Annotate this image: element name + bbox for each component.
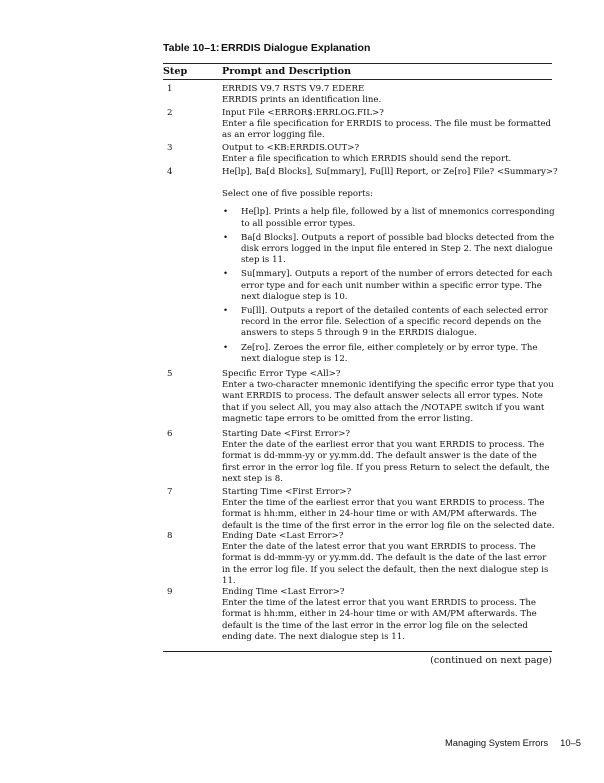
prompt-line: Starting Time <First Error>? — [222, 487, 352, 497]
description-line: Enter the date of the latest error that you want ERRDIS to process. The — [222, 542, 536, 553]
option-line: Ba[d Blocks]. Outputs a report of possible bad blocks detected from the — [241, 232, 555, 243]
description-line: default is the time of the last error in the error log file on the selected — [222, 620, 528, 631]
description-line: 11. — [222, 575, 236, 586]
prompt-line: ERRDIS V9.7 RSTS V9.7 EDERE — [222, 84, 365, 94]
description-line: format is dd-mmm-yy or yy.mm.dd. The default answer is the date of the — [222, 451, 537, 462]
description-line: Enter the time of the latest error that you want ERRDIS to process. The — [222, 598, 536, 609]
description-line: ERRDIS prints an identification line. — [222, 95, 382, 106]
description-line: format is hh:mm, either in 24-hour time or with AM/PM afterwards. The — [222, 509, 537, 520]
description-line: Enter the date of the earliest error that you want ERRDIS to process. The — [222, 440, 545, 451]
step-description — [222, 487, 554, 532]
option-item — [222, 207, 554, 229]
option-line: Ze[ro]. Zeroes the error file, either completely or by error type. The — [241, 342, 538, 353]
step-description — [222, 108, 554, 142]
description-line: want ERRDIS to process. The default answer selects all error types. Note — [222, 391, 543, 402]
step-description — [222, 429, 554, 485]
bullet-icon: • — [223, 306, 229, 317]
prompt-line: Specific Error Type <All>? — [222, 369, 341, 379]
description-line: Enter a two-character mnemonic identifying the specific error type that you — [222, 380, 554, 391]
bullet-icon: • — [223, 232, 229, 243]
step-number: 1 — [167, 84, 173, 94]
option-line: step is 11. — [241, 255, 286, 266]
option-line: next dialogue step is 10. — [241, 291, 348, 302]
description-line: next step is 8. — [222, 473, 283, 484]
option-line: to all possible error types. — [241, 218, 356, 229]
description-line: Enter a file specification for ERRDIS to process. The file must be formatted — [222, 119, 552, 130]
header-rule — [163, 79, 552, 80]
option-line: Su[mmary]. Outputs a report of the number of errors detected for each — [241, 269, 553, 280]
option-line: record in the error file. Selection of a specific record depends on the — [241, 317, 542, 328]
description-line: Enter the time of the earliest error that you want ERRDIS to process. The — [222, 498, 545, 509]
description-line: ending date. The next dialogue step is 11. — [222, 631, 405, 642]
step-number: 8 — [167, 531, 173, 541]
description-line: magnetic tape errors to be omitted from the error listing. — [222, 413, 474, 424]
bottom-rule — [163, 651, 552, 652]
step-number: 9 — [167, 587, 173, 597]
prompt-line: Input File <ERROR$:ERRLOG.FIL>? — [222, 108, 384, 118]
description-line: that if you select All, you may also attach the /NOTAPE switch if you want — [222, 402, 545, 413]
option-item — [222, 233, 554, 267]
step-description — [222, 167, 558, 365]
option-line: error type and for each unit number within a specific error type. The — [241, 280, 542, 291]
option-line: Fu[ll]. Outputs a report of the detailed contents of each selected error — [241, 306, 548, 317]
table-title — [163, 42, 370, 54]
table-number: Table 10–1: — [163, 42, 220, 54]
bullet-icon: • — [223, 269, 229, 280]
prompt-line: Ending Time <Last Error>? — [222, 587, 345, 597]
description-line: first error in the error log file. If you press Return to select the default, the — [222, 462, 550, 473]
option-line: next dialogue step is 12. — [241, 353, 348, 364]
description-line: Enter a file specification to which ERRDIS should send the report. — [222, 154, 512, 165]
step-number: 7 — [167, 487, 173, 497]
bullet-icon: • — [223, 342, 229, 353]
step-description — [222, 587, 554, 643]
description-line: format is hh:mm, either in 24-hour time or with AM/PM afterwards. The — [222, 609, 537, 620]
continued-note: (continued on next page) — [430, 655, 552, 666]
step-number: 5 — [167, 369, 173, 379]
page-footer — [445, 737, 581, 748]
prompt-line: Output to <KB:ERRDIS.OUT>? — [222, 143, 360, 153]
description-line: format is dd-mmm-yy or yy.mm.dd. The default is the date of the last error — [222, 553, 547, 564]
option-line: disk errors logged in the input file entered in Step 2. The next dialogue — [241, 244, 553, 255]
page-number: 10–5 — [560, 737, 581, 748]
step-description — [222, 143, 554, 165]
step-description — [222, 531, 554, 587]
description-line: default is the time of the first error in the error log file on the selected date. — [222, 520, 555, 531]
step-number: 6 — [167, 429, 173, 439]
description-line: in the error log file. If you select the default, then the next dialogue step is — [222, 564, 549, 575]
step-description — [222, 369, 554, 425]
step-number: 4 — [167, 167, 173, 177]
step-number: 2 — [167, 108, 173, 118]
bullet-icon: • — [223, 207, 229, 218]
option-item — [222, 269, 554, 303]
prompt-line: Ending Date <Last Error>? — [222, 531, 344, 541]
option-line: answers to steps 5 through 9 in the ERRDIS dialogue. — [241, 328, 477, 339]
options-intro: Select one of five possible reports: — [222, 189, 373, 200]
prompt-line: Starting Date <First Error>? — [222, 429, 351, 439]
step-number: 3 — [167, 143, 173, 153]
step-description — [222, 84, 554, 106]
prompt-line: He[lp], Ba[d Blocks], Su[mmary], Fu[ll] Report, or Ze[ro] File? <Summary>? — [222, 167, 558, 177]
footer-section: Managing System Errors — [444, 737, 549, 748]
top-rule — [163, 63, 552, 64]
table-title-text: ERRDIS Dialogue Explanation — [221, 42, 371, 54]
header-description: Prompt and Description — [222, 66, 352, 77]
description-line: as an error logging file. — [222, 130, 325, 141]
option-item — [222, 306, 554, 340]
option-item — [222, 343, 554, 365]
header-step: Step — [163, 66, 188, 77]
option-line: He[lp]. Prints a help file, followed by a list of mnemonics corresponding — [241, 207, 555, 218]
